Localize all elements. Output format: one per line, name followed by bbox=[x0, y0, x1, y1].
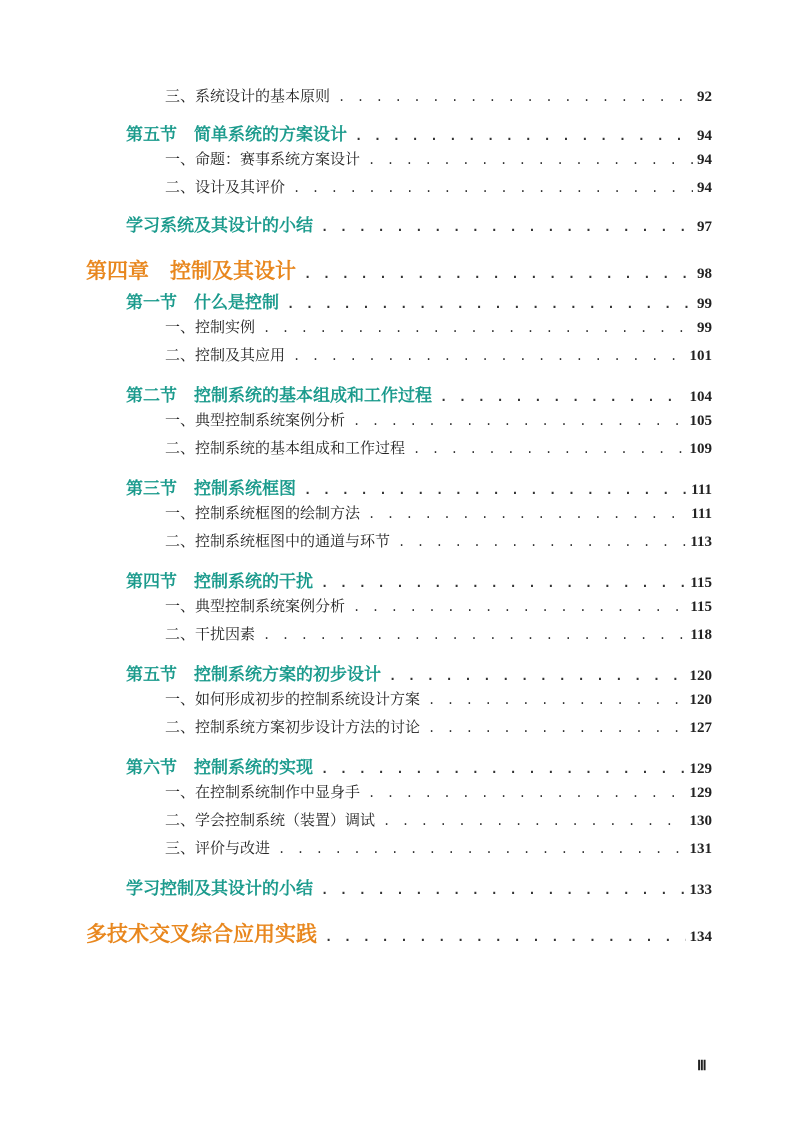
dot-leader bbox=[368, 507, 687, 521]
dot-leader bbox=[338, 90, 693, 104]
toc-entry-label: 一、如何形成初步的控制系统设计方案 bbox=[165, 690, 421, 708]
toc-entry-label: 一、典型控制系统案例分析 bbox=[165, 411, 346, 429]
dot-leader bbox=[321, 576, 686, 590]
toc-page-number: 133 bbox=[689, 882, 712, 898]
dot-leader bbox=[321, 220, 693, 234]
toc-page-number: 99 bbox=[697, 296, 712, 312]
toc-page-number: 130 bbox=[689, 813, 712, 829]
toc-entry-item bbox=[165, 781, 712, 802]
toc-entry-label: 学习系统及其设计的小结 bbox=[126, 216, 313, 236]
toc-entry-label: 二、控制系统的基本组成和工作过程 bbox=[165, 439, 406, 457]
toc-entry-section bbox=[126, 874, 712, 899]
toc-page-number: 94 bbox=[697, 180, 712, 196]
toc-entry-label: 一、命题：赛事系统方案设计 bbox=[165, 150, 361, 168]
toc-entry-section bbox=[126, 753, 712, 778]
toc-page-number: 115 bbox=[690, 599, 712, 615]
toc-entry-item bbox=[165, 176, 712, 197]
toc-entry-section bbox=[126, 660, 712, 685]
toc-page-number: 92 bbox=[697, 89, 712, 105]
toc-page-number: 111 bbox=[691, 482, 712, 498]
dot-leader bbox=[321, 883, 686, 897]
page-folio: Ⅲ bbox=[697, 1059, 707, 1074]
toc-entry-label: 第六节 控制系统的实现 bbox=[126, 758, 313, 778]
toc-entry-item bbox=[165, 409, 712, 430]
dot-leader bbox=[293, 349, 685, 363]
toc-entry-label: 第四章 控制及其设计 bbox=[86, 258, 296, 283]
toc-entry-label: 多技术交叉综合应用实践 bbox=[86, 921, 317, 946]
toc-entry-item bbox=[165, 716, 712, 737]
toc-page-number: 118 bbox=[690, 627, 712, 643]
dot-leader bbox=[353, 600, 686, 614]
toc-entry-section bbox=[126, 381, 712, 406]
toc-entry-label: 三、评价与改进 bbox=[165, 839, 271, 857]
toc-entry-label: 第五节 简单系统的方案设计 bbox=[126, 125, 347, 145]
dot-leader bbox=[325, 930, 686, 944]
toc-page-number: 101 bbox=[689, 348, 712, 364]
toc-page-number: 120 bbox=[689, 692, 712, 708]
dot-leader bbox=[353, 414, 685, 428]
toc-entry-label: 一、在控制系统制作中显身手 bbox=[165, 783, 361, 801]
toc-entry-label: 第五节 控制系统方案的初步设计 bbox=[126, 665, 381, 685]
toc-entry-label: 第三节 控制系统框图 bbox=[126, 479, 296, 499]
toc-page-number: 115 bbox=[690, 575, 712, 591]
dot-leader bbox=[355, 129, 693, 143]
toc-entry-item bbox=[165, 837, 712, 858]
toc-entry-section bbox=[126, 567, 712, 592]
toc-entry-item bbox=[165, 809, 712, 830]
toc-entry-label: 一、控制系统框图的绘制方法 bbox=[165, 504, 361, 522]
toc-entry-item bbox=[165, 316, 712, 337]
toc-entry-item bbox=[165, 502, 712, 523]
toc-entry-item bbox=[165, 437, 712, 458]
toc-entry-section bbox=[126, 211, 712, 236]
toc-entry-label: 二、控制系统方案初步设计方法的讨论 bbox=[165, 718, 421, 736]
toc-page-number: 97 bbox=[697, 219, 712, 235]
toc-page-number: 105 bbox=[689, 413, 712, 429]
dot-leader bbox=[428, 693, 685, 707]
toc-page-number: 134 bbox=[689, 929, 712, 945]
toc-page-number: 109 bbox=[689, 441, 712, 457]
toc-page-number: 127 bbox=[689, 720, 712, 736]
toc-page-number: 104 bbox=[689, 389, 712, 405]
toc-page-number: 129 bbox=[689, 785, 712, 801]
toc-entry-label: 学习控制及其设计的小结 bbox=[126, 879, 313, 899]
toc-page-number: 94 bbox=[697, 152, 712, 168]
toc-entry-label: 第二节 控制系统的基本组成和工作过程 bbox=[126, 386, 432, 406]
toc-entry-label: 二、设计及其评价 bbox=[165, 178, 286, 196]
dot-leader bbox=[398, 535, 686, 549]
toc-page-number: 98 bbox=[697, 266, 712, 282]
toc-entry-item bbox=[165, 344, 712, 365]
toc-entry-item bbox=[165, 85, 712, 106]
dot-leader bbox=[428, 721, 685, 735]
dot-leader bbox=[287, 297, 693, 311]
toc-entry-item bbox=[165, 688, 712, 709]
dot-leader bbox=[278, 842, 685, 856]
toc-entry-section bbox=[126, 288, 712, 313]
toc-entry-label: 一、控制实例 bbox=[165, 318, 256, 336]
dot-leader bbox=[440, 390, 686, 404]
toc-entry-label: 二、控制系统框图中的通道与环节 bbox=[165, 532, 391, 550]
dot-leader bbox=[368, 153, 693, 167]
toc-entry-section bbox=[126, 474, 712, 499]
dot-leader bbox=[383, 814, 685, 828]
toc-page-number: 120 bbox=[689, 668, 712, 684]
toc-page-number: 113 bbox=[690, 534, 712, 550]
toc-page-number: 131 bbox=[689, 841, 712, 857]
toc-entry-item bbox=[165, 148, 712, 169]
dot-leader bbox=[304, 483, 687, 497]
dot-leader bbox=[263, 628, 686, 642]
toc-page-number: 111 bbox=[691, 506, 712, 522]
toc-entry-item bbox=[165, 530, 712, 551]
toc-entry-chapter bbox=[86, 918, 712, 948]
dot-leader bbox=[389, 669, 686, 683]
toc-entry-label: 二、控制及其应用 bbox=[165, 346, 286, 364]
toc-entry-item bbox=[165, 623, 712, 644]
dot-leader bbox=[293, 181, 693, 195]
toc-entry-label: 二、学会控制系统（装置）调试 bbox=[165, 811, 376, 829]
toc-entry-label: 三、系统设计的基本原则 bbox=[165, 87, 331, 105]
toc-page-number: 129 bbox=[689, 761, 712, 777]
toc-entry-item bbox=[165, 595, 712, 616]
toc-entry-label: 第四节 控制系统的干扰 bbox=[126, 572, 313, 592]
dot-leader bbox=[413, 442, 685, 456]
toc-entry-section bbox=[126, 120, 712, 145]
dot-leader bbox=[263, 321, 693, 335]
toc-page-number: 99 bbox=[697, 320, 712, 336]
dot-leader bbox=[304, 267, 693, 281]
dot-leader bbox=[321, 762, 686, 776]
toc-entry-label: 二、干扰因素 bbox=[165, 625, 256, 643]
toc-entry-chapter bbox=[86, 255, 712, 285]
dot-leader bbox=[368, 786, 685, 800]
toc-page-number: 94 bbox=[697, 128, 712, 144]
toc-entry-label: 一、典型控制系统案例分析 bbox=[165, 597, 346, 615]
toc-entry-label: 第一节 什么是控制 bbox=[126, 293, 279, 313]
